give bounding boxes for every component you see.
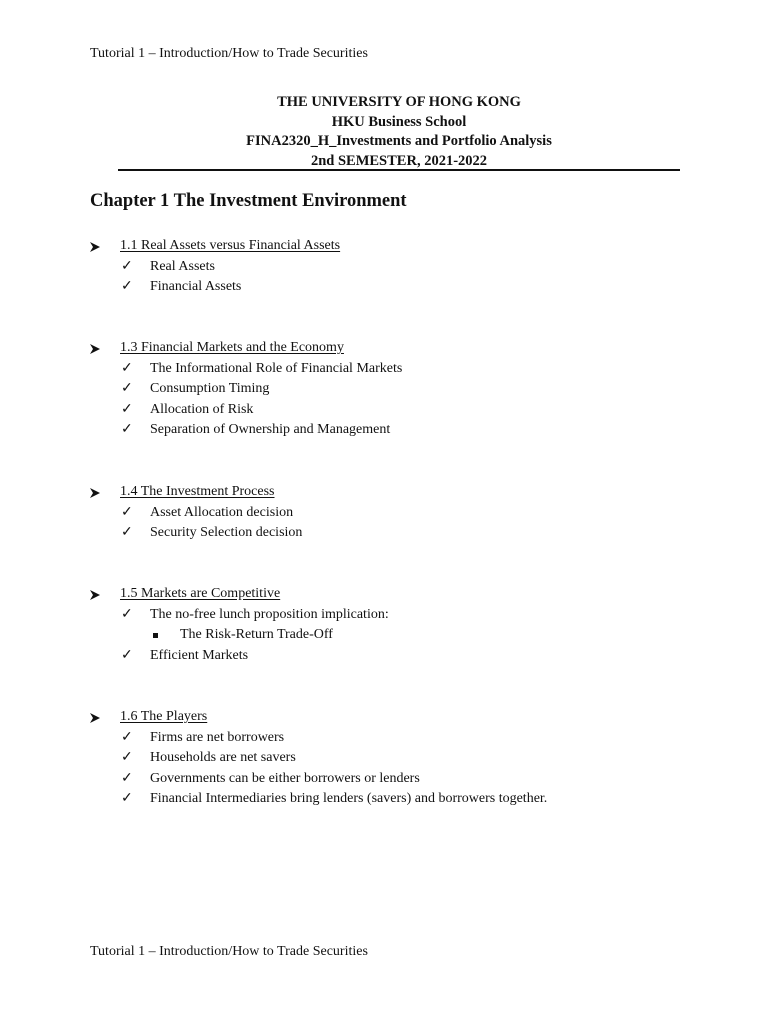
checkmark-icon: ✓	[121, 525, 133, 541]
list-item-text: Financial Intermediaries bring lenders (savers) and borrowers together.	[150, 791, 548, 807]
section-heading	[90, 236, 710, 257]
list-item	[90, 789, 710, 810]
list-item	[90, 748, 710, 769]
list-item	[90, 769, 710, 790]
course-name: FINA2320_H_Investments and Portfolio Analysis	[246, 133, 552, 149]
section-heading	[90, 338, 710, 359]
list-item-text: Efficient Markets	[150, 647, 249, 663]
sub-list-item-text: The Risk-Return Trade-Off	[180, 627, 333, 643]
checkmark-icon: ✓	[121, 791, 133, 807]
list-item	[90, 605, 710, 626]
list-item-text: Consumption Timing	[150, 381, 270, 397]
sub-list-item	[90, 625, 710, 646]
checkmark-icon: ✓	[121, 729, 133, 745]
checkmark-icon: ✓	[121, 279, 133, 295]
section-heading	[90, 584, 710, 605]
list-item-text: Real Assets	[150, 258, 215, 274]
list-item	[90, 257, 710, 278]
checkmark-icon: ✓	[121, 606, 133, 622]
list-item-text: Security Selection decision	[150, 525, 303, 541]
list-item	[90, 420, 710, 441]
square-bullet-icon	[153, 633, 158, 638]
list-item	[90, 400, 710, 421]
section-1-1	[90, 236, 710, 298]
list-item-text: Financial Assets	[150, 279, 242, 295]
section-1-4	[90, 482, 710, 544]
list-item	[90, 523, 710, 544]
checkmark-icon: ✓	[121, 360, 133, 376]
list-item-text: Governments can be either borrowers or lenders	[150, 770, 420, 786]
list-item-text: The no-free lunch proposition implication:	[150, 606, 389, 622]
checkmark-icon: ✓	[121, 422, 133, 438]
checkmark-icon: ✓	[121, 504, 133, 520]
section-1-5	[90, 584, 710, 666]
school-name: HKU Business School	[331, 113, 467, 130]
checkmark-icon: ✓	[121, 770, 133, 786]
list-item-text: Firms are net borrowers	[150, 729, 285, 745]
list-item	[90, 277, 710, 298]
university-name: THE UNIVERSITY OF HONG KONG	[277, 94, 521, 110]
section-heading-text: 1.6 The Players	[120, 709, 208, 724]
list-item	[90, 728, 710, 749]
list-item	[90, 503, 710, 524]
list-item-text: The Informational Role of Financial Markets	[150, 360, 403, 376]
section-1-3	[90, 338, 710, 441]
list-item	[90, 646, 710, 667]
section-heading-text: 1.4 The Investment Process	[120, 484, 275, 499]
list-item	[90, 379, 710, 400]
list-item-text: Allocation of Risk	[150, 401, 254, 417]
running-header: Tutorial 1 – Introduction/How to Trade Securities	[90, 46, 368, 61]
running-footer: Tutorial 1 – Introduction/How to Trade Securities	[90, 944, 368, 959]
section-heading	[90, 482, 710, 503]
section-heading-text: 1.5 Markets are Competitive	[120, 586, 281, 601]
list-item-text: Households are net savers	[150, 750, 296, 766]
section-heading-text: 1.3 Financial Markets and the Economy	[120, 340, 344, 355]
title-block	[118, 93, 680, 171]
list-item-text: Asset Allocation decision	[150, 504, 294, 520]
chapter-title: Chapter 1 The Investment Environment	[90, 191, 407, 211]
section-heading	[90, 707, 710, 728]
list-item-text: Separation of Ownership and Management	[150, 422, 391, 438]
checkmark-icon: ✓	[121, 647, 133, 663]
checkmark-icon: ✓	[121, 258, 133, 274]
semester: 2nd SEMESTER, 2021-2022	[310, 152, 488, 169]
checkmark-icon: ✓	[121, 750, 133, 766]
section-heading-text: 1.1 Real Assets versus Financial Assets	[120, 238, 341, 253]
checkmark-icon: ✓	[121, 381, 133, 397]
title-rule	[118, 169, 680, 171]
checkmark-icon: ✓	[121, 401, 133, 417]
section-1-6	[90, 707, 710, 810]
list-item	[90, 359, 710, 380]
